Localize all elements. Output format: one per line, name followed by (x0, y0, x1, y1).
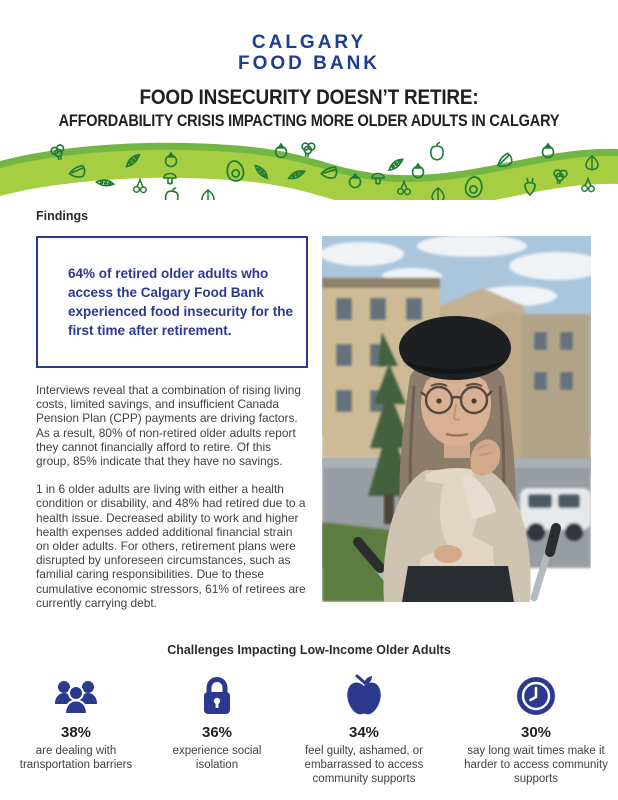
findings-paragraph-2: 1 in 6 older adults are living with either a health condition or disability, and 48% had retired due to a health issue. Decreased ability to work and higher health expenses added additional financial strain on older adults. For others, retirement plans were disrupted by unforeseen circumstances, such as familial caring responsibilities. Due to these cumulative economic stressors, 61% of retirees are currently carrying debt. (36, 482, 306, 610)
findings-section (0, 209, 618, 610)
people-group-icon (1, 672, 151, 716)
stat-caption: experience social isolation (172, 745, 262, 772)
stat-caption: are dealing with transportation barriers (19, 745, 133, 772)
stat-caption: feel guilty, ashamed, or embarrassed to access community supports (304, 745, 424, 786)
clock-icon (455, 672, 617, 716)
stat-stigma (283, 672, 445, 786)
calgary-food-bank-logo (0, 0, 618, 74)
stat-caption: say long wait times make it harder to access community supports (464, 745, 608, 786)
stat-isolation (161, 672, 273, 786)
lock-icon (161, 672, 273, 716)
findings-paragraph-1: Interviews reveal that a combination of rising living costs, limited savings, and insufficient Canada Pension Plan (CPP) payments are driving factors. As a result, 80% of non-retired older adults report they cannot financially afford to retire. Of this group, 85% indicate that they have no savings. (36, 383, 302, 469)
stat-percent: 36% (201, 724, 233, 742)
stat-callout-box: 64% of retired older adults who access the Calgary Food Bank experienced food insecurity for the first time after retirement. (36, 236, 308, 368)
challenges-stats-row (0, 672, 618, 786)
findings-text-column (36, 236, 308, 610)
wave-graphic (0, 138, 618, 200)
photo-older-woman (322, 236, 591, 602)
findings-heading: Findings (36, 209, 89, 223)
headline-main: FOOD INSECURITY DOESN’T RETIRE: (139, 85, 479, 109)
challenges-heading: Challenges Impacting Low-Income Older Adults (167, 643, 451, 658)
stat-transportation (1, 672, 151, 786)
apple-icon (283, 672, 445, 716)
stat-percent: 30% (520, 724, 552, 742)
headline-sub: AFFORDABILITY CRISIS IMPACTING MORE OLDER ADULTS IN CALGARY (58, 112, 560, 130)
headline-block (0, 85, 618, 131)
vegetable-wave-banner (0, 138, 618, 200)
logo-line-2: FOOD BANK (237, 53, 381, 74)
stat-wait-times (455, 672, 617, 786)
stat-percent: 38% (60, 724, 92, 742)
logo-line-1: CALGARY (251, 32, 367, 53)
stat-percent: 34% (348, 724, 380, 742)
